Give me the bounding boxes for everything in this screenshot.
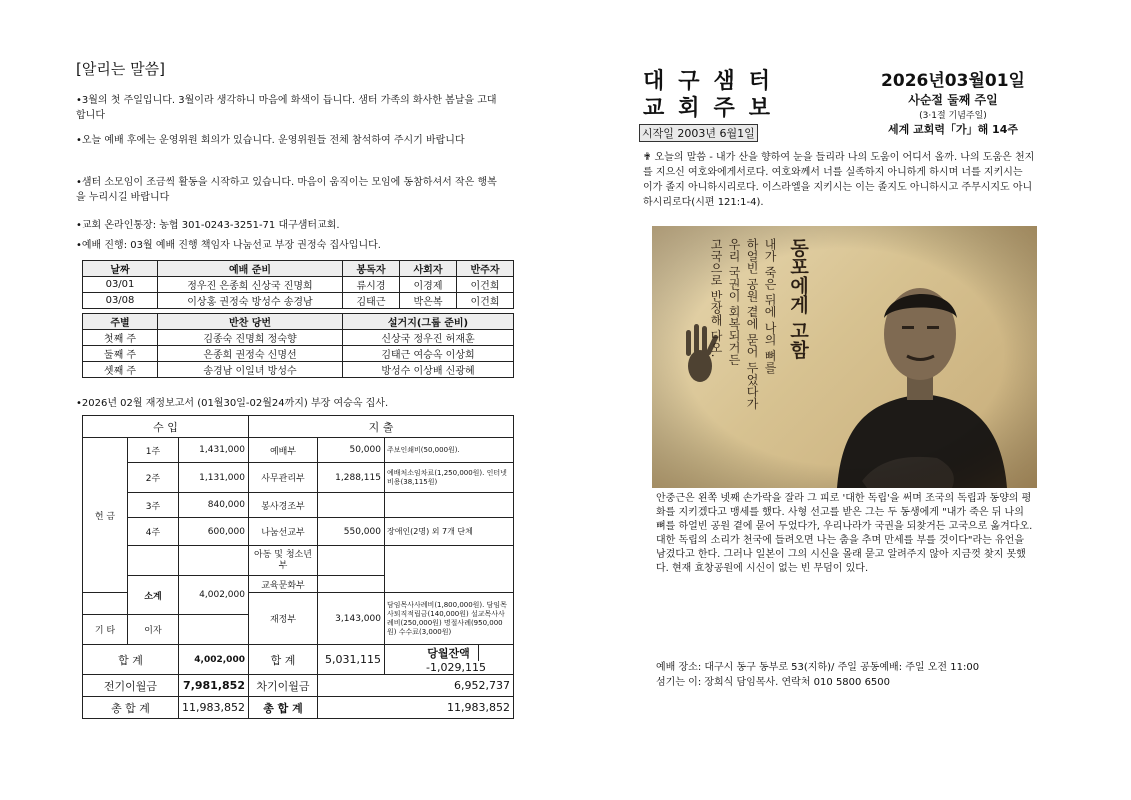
balance-label: 당월잔액: [418, 645, 479, 661]
logo-line: 대구샘터: [643, 68, 785, 94]
table-cell: 정우진 은종희 신상국 진명희: [158, 277, 343, 293]
interest-label: 이자: [128, 615, 179, 645]
expense-dept: 사무관리부: [248, 463, 317, 493]
income-total: 4,002,000: [179, 645, 249, 675]
expense-amount: [317, 493, 384, 518]
table-row: [83, 438, 514, 463]
expense-dept: 봉사경조부: [248, 493, 317, 518]
table-cell: 은종희 권정숙 신명선: [158, 346, 343, 362]
table-cell: 류시경: [343, 277, 400, 293]
expense-dept: 재정부: [248, 593, 317, 645]
week-label: [128, 546, 179, 576]
prev-balance: 7,981,852: [179, 675, 249, 697]
table-row: [83, 546, 514, 576]
table-row: [83, 697, 514, 719]
subtotal-amount: 4,002,000: [179, 576, 249, 615]
church-calendar: 세계 교회력「가」해 14주: [888, 123, 1018, 136]
table-cell: 둘째 주: [83, 346, 158, 362]
expense-amount: 50,000: [317, 438, 384, 463]
table-header: 반찬 당번: [158, 314, 343, 330]
table-header: 날짜: [83, 261, 158, 277]
pastor-contact: 섬기는 이: 장희식 담임목사. 연락처 010 5800 6500: [656, 677, 891, 688]
todays-scripture: ✟ 오늘의 말씀 - 내가 산을 향하여 눈을 들리라 나의 도움이 어디서 올까. 나의 도움은 천지를 지으신 여호와에게서로다. 여호와께서 너를 실족하지 아니하게 하시며 너를 지키시는 이가 졸지 아니하시리로다. 이스라엘을 지키시는 이는 졸지도 아니하시고 주무시지도 아니하시리로다(시편 121:1-4).: [643, 152, 1035, 208]
founded-date: 시작일 2003년 6월1일: [639, 124, 758, 142]
table-row: [83, 645, 514, 675]
expense-note: [384, 493, 513, 518]
expense-note: 주보인쇄비(50,000원).: [384, 438, 513, 463]
table-row: [83, 675, 514, 697]
grand-total-2: 11,983,852: [317, 697, 513, 719]
income-total-label: 합 계: [83, 645, 179, 675]
other-income-label: 기 타: [83, 615, 128, 645]
expense-amount: [317, 546, 384, 576]
table-header: 봉독자: [343, 261, 400, 277]
finance-report-note: •2026년 02월 재정보고서 (01월30일-02월24까지) 부장 여승옥 집사.: [76, 398, 389, 409]
table-header: 예배 준비: [158, 261, 343, 277]
table-cell: 첫째 주: [83, 330, 158, 346]
expense-dept: 예배부: [248, 438, 317, 463]
church-logo: [643, 68, 784, 122]
table-row: [83, 463, 514, 493]
table-row: [83, 330, 514, 346]
week-label: 3주: [128, 493, 179, 518]
table-cell: 03/01: [83, 277, 158, 293]
income-header: 수 입: [83, 416, 249, 438]
next-balance: 6,952,737: [317, 675, 513, 697]
table-row: [83, 362, 514, 378]
expense-note: 장애인(2명) 외 7개 단체: [384, 518, 513, 546]
grand-total-label: 총 합 계: [83, 697, 179, 719]
week-label: 4주: [128, 518, 179, 546]
table-cell: 셋째 주: [83, 362, 158, 378]
table-row: [83, 277, 514, 293]
table-row: [83, 493, 514, 518]
table-cell: 이건희: [457, 293, 514, 309]
cash-spacer: [83, 593, 128, 615]
meal-duty-table: [82, 313, 514, 378]
grand-total: 11,983,852: [179, 697, 249, 719]
table-cell: 방성수 이상배 신광혜: [343, 362, 514, 378]
week-label: 1주: [128, 438, 179, 463]
table-header: 사회자: [400, 261, 457, 277]
expense-dept: 교육문화부: [248, 576, 317, 593]
poster-title: 동포에게 고함: [787, 238, 809, 359]
week-amount: [179, 546, 249, 576]
expense-note: 예배처소임차료(1,250,000원). 인터넷비용(38,115원): [384, 463, 513, 493]
week-amount: 840,000: [179, 493, 249, 518]
expense-amount: 1,288,115: [317, 463, 384, 493]
expense-header: 지 출: [248, 416, 513, 438]
poster-caption: 안중근은 왼쪽 넷째 손가락을 잘라 그 피로 '대한 독립'을 써며 조국의 독립과 동양의 평화를 지키겠다고 맹세를 했다. 사형 선고를 받은 그는 두 동생에게 "내가 죽은 뒤 나의 뼈를 하얼빈 공원 곁에 묻어 두었다가, 우리나라가 국권을 되찾거든 고국으로 옮겨다오. 대한 독립의 소리가 천국에 들려오면 나는 춤을 추며 만세를 부를 것이다"라는 유언을 남겼다고 한다. 그러나 일본이 그의 시신을 몰래 묻고 알려주지 않아 지금껏 찾지 못했다. 현재 효창공원에 시신이 없는 빈 무덤이 있다.: [656, 493, 1033, 574]
table-header: 주별: [83, 314, 158, 330]
grand-total-label-2: 총 합 계: [248, 697, 317, 719]
week-label: 2주: [128, 463, 179, 493]
church-info: [656, 660, 1056, 690]
worship-schedule-table: [82, 260, 514, 309]
table-header: 설거지(그룹 준비): [343, 314, 514, 330]
expense-dept: 나눔선교부: [248, 518, 317, 546]
week-amount: 600,000: [179, 518, 249, 546]
prev-balance-label: 전기이월금: [83, 675, 179, 697]
table-cell: 신상국 정우진 허재훈: [343, 330, 514, 346]
notice-heading: [알리는 말씀]: [76, 60, 165, 78]
table-cell: 송경남 이일녀 방성수: [158, 362, 343, 378]
finance-report-table: [82, 415, 514, 719]
liturgical-season: 사순절 둘째 주일: [908, 93, 998, 107]
table-cell: 이건희: [457, 277, 514, 293]
table-cell: 박은복: [400, 293, 457, 309]
table-cell: 이경제: [400, 277, 457, 293]
table-row: [83, 518, 514, 546]
table-row: [83, 346, 514, 362]
expense-amount: 550,000: [317, 518, 384, 546]
interest-amount: [179, 615, 249, 645]
table-cell: 김종숙 진명희 정숙향: [158, 330, 343, 346]
notice-item: •예배 진행: 03월 예배 진행 책임자 나눔선교 부장 권정숙 집사입니다.: [76, 240, 381, 251]
notice-item: •3월의 첫 주일입니다. 3월이라 생각하니 마음에 화색이 듭니다. 샘터 가족의 화사한 봄날을 고대합니다: [76, 95, 497, 121]
table-cell: 03/08: [83, 293, 158, 309]
table-header: 반주자: [457, 261, 514, 277]
memorial-sunday: (3·1절 기념주일): [919, 111, 987, 121]
worship-location: 예배 장소: 대구시 동구 동부로 53(지하)/ 주일 공동예배: 주일 오전 11:00: [656, 662, 980, 673]
bulletin-date: 2026년03월01일: [881, 71, 1025, 91]
notice-item: •교회 온라인통장: 농협 301-0243-3251-71 대구샘터교회.: [76, 220, 340, 231]
balance-amount: -1,029,115: [426, 661, 486, 674]
expense-note: 담임목사사례비(1,800,000원). 담임목사퇴직적립금(140,000원) 설교목사사례비(250,000원) 명절사례(950,000원) 수수료(3,000원): [384, 593, 513, 645]
poster-line: 고국으로 반장해 다오.: [709, 238, 723, 358]
expense-amount: 3,143,000: [317, 593, 384, 645]
poster-line: 내가 죽은 뒤에 나의 뼈를: [763, 238, 777, 374]
table-cell: 김태근 여승옥 이상희: [343, 346, 514, 362]
cash-offering-label: 헌 금: [83, 438, 128, 593]
balance-cell: [384, 645, 513, 675]
expense-dept: 아동 및 청소년부: [248, 546, 317, 576]
expense-total: 5,031,115: [317, 645, 384, 675]
expense-amount: [317, 576, 384, 593]
table-row: [83, 293, 514, 309]
table-cell: 이상홍 권정숙 방성수 송경남: [158, 293, 343, 309]
notice-item: •오늘 예배 후에는 운영위원 회의가 있습니다. 운영위원들 전체 참석하여 주시기 바랍니다: [76, 135, 465, 146]
week-amount: 1,431,000: [179, 438, 249, 463]
next-balance-label: 차기이월금: [248, 675, 317, 697]
poster-line: 하얼빈 공원 곁에 묻어 두었다가: [745, 238, 759, 410]
logo-line: 교회주보: [643, 95, 785, 121]
expense-total-label: 합 계: [248, 645, 317, 675]
poster-line: 우리 국권이 회복되거든: [727, 238, 741, 366]
table-cell: 김태근: [343, 293, 400, 309]
poster-image: [652, 226, 1037, 488]
notice-item: •샘터 소모임이 조금씩 활동을 시작하고 있습니다. 마음이 움직이는 모임에 동참하셔서 작은 행복을 누리시길 바랍니다: [76, 177, 497, 203]
week-amount: 1,131,000: [179, 463, 249, 493]
subtotal-label: 소계: [128, 576, 179, 615]
expense-note: [384, 546, 513, 593]
